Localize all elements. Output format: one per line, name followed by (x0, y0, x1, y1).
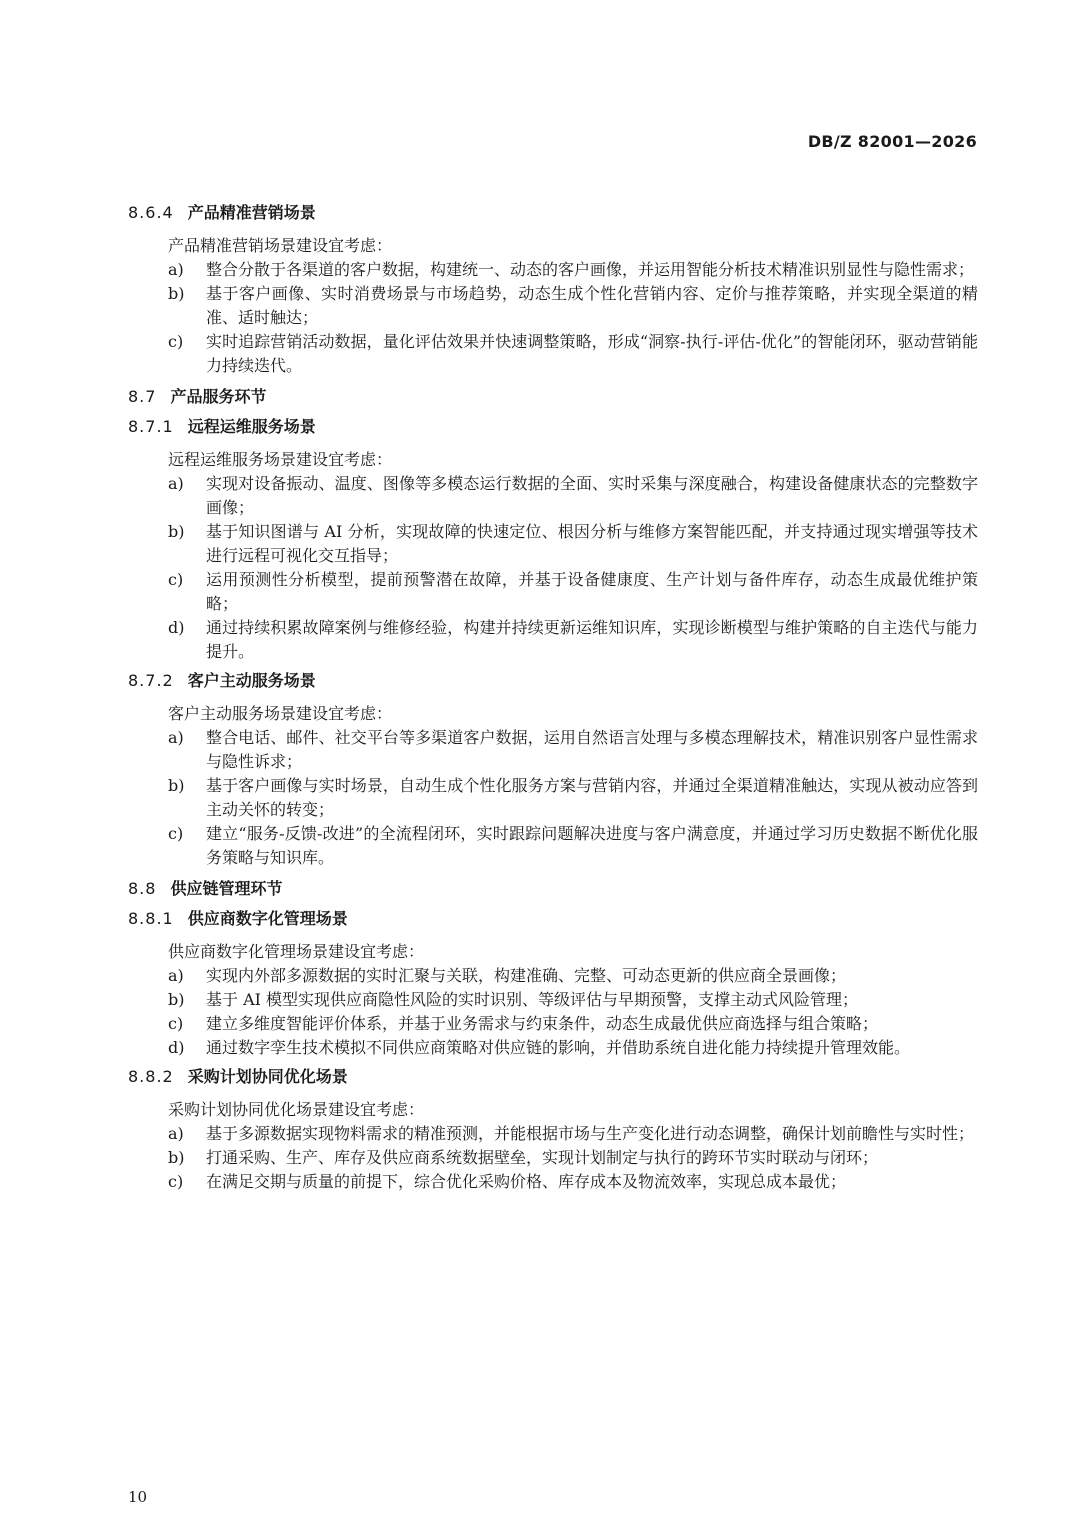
item-list (128, 964, 978, 1060)
list-item-text: 实时追踪营销活动数据，量化评估效果并快速调整策略，形成“洞察-执行-评估-优化”的智能闭环，驱动营销能力持续迭代。 (206, 332, 978, 375)
section-8-8-2 (128, 1064, 978, 1194)
section-heading (128, 876, 978, 902)
section-number: 8.7.1 (128, 417, 174, 436)
list-item (128, 330, 978, 378)
list-item (128, 258, 978, 282)
item-list (128, 726, 978, 870)
list-item (128, 616, 978, 664)
list-item (128, 1036, 978, 1060)
list-item (128, 472, 978, 520)
section-8-7 (128, 384, 978, 410)
item-list (128, 258, 978, 378)
section-intro: 采购计划协同优化场景建设宜考虑： (168, 1100, 425, 1119)
list-item-marker: a) (168, 966, 184, 985)
list-item-text: 整合电话、邮件、社交平台等多渠道客户数据，运用自然语言处理与多模态理解技术，精准识别客户显性需求与隐性诉求； (206, 728, 978, 771)
section-intro: 客户主动服务场景建设宜考虑： (168, 704, 393, 723)
section-number: 8.8 (128, 879, 157, 898)
list-item-text: 基于多源数据实现物料需求的精准预测，并能根据市场与生产变化进行动态调整，确保计划前瞻性与实时性； (206, 1124, 975, 1143)
section-8-8-1 (128, 906, 978, 1060)
section-title: 采购计划协同优化场景 (187, 1067, 348, 1086)
section-title: 供应商数字化管理场景 (187, 909, 348, 928)
list-item (128, 1012, 978, 1036)
list-item-text: 实现内外部多源数据的实时汇聚与关联，构建准确、完整、可动态更新的供应商全景画像； (206, 966, 847, 985)
section-title: 产品服务环节 (170, 387, 267, 406)
list-item-marker: c) (168, 332, 184, 351)
page-number: 10 (128, 1488, 148, 1506)
list-item-marker: c) (168, 570, 184, 589)
list-item (128, 282, 978, 330)
section-number: 8.7.2 (128, 671, 174, 690)
list-item-marker: c) (168, 1014, 184, 1033)
list-item-marker: a) (168, 260, 184, 279)
list-item (128, 822, 978, 870)
section-heading (128, 384, 978, 410)
list-item-marker: b) (168, 990, 185, 1009)
item-list (128, 472, 978, 664)
list-item-text: 基于知识图谱与 AI 分析，实现故障的快速定位、根因分析与维修方案智能匹配，并支持通过现实增强等技术进行远程可视化交互指导； (206, 522, 978, 565)
list-item-marker: d) (168, 1038, 185, 1057)
list-item (128, 1146, 978, 1170)
list-item-text: 在满足交期与质量的前提下，综合优化采购价格、库存成本及物流效率，实现总成本最优； (206, 1172, 847, 1191)
list-item (128, 774, 978, 822)
list-item-text: 运用预测性分析模型，提前预警潜在故障，并基于设备健康度、生产计划与备件库存，动态生成最优维护策略； (206, 570, 978, 613)
list-item-marker: a) (168, 728, 184, 747)
section-number: 8.8.2 (128, 1067, 174, 1086)
list-item-text: 建立多维度智能评价体系，并基于业务需求与约束条件，动态生成最优供应商选择与组合策略； (206, 1014, 879, 1033)
list-item (128, 988, 978, 1012)
list-item-text: 通过持续积累故障案例与维修经验，构建并持续更新运维知识库，实现诊断模型与维护策略的自主迭代与能力提升。 (206, 618, 978, 661)
list-item-text: 打通采购、生产、库存及供应商系统数据壁垒，实现计划制定与执行的跨环节实时联动与闭环； (206, 1148, 879, 1167)
section-number: 8.6.4 (128, 203, 174, 222)
section-heading (128, 668, 978, 694)
document-code: DB/Z 82001—2026 (807, 132, 977, 151)
document-body (128, 199, 978, 1198)
list-item-marker: d) (168, 618, 185, 637)
list-item-text: 基于 AI 模型实现供应商隐性风险的实时识别、等级评估与早期预警，支撑主动式风险管理； (206, 990, 859, 1009)
section-heading (128, 1064, 978, 1090)
list-item-marker: b) (168, 284, 185, 303)
list-item-marker: b) (168, 522, 185, 541)
section-8-7-2 (128, 668, 978, 870)
list-item (128, 964, 978, 988)
list-item (128, 1170, 978, 1194)
section-heading (128, 414, 978, 440)
list-item-text: 基于客户画像、实时消费场景与市场趋势，动态生成个性化营销内容、定价与推荐策略，并实现全渠道的精准、适时触达； (206, 284, 978, 327)
section-title: 产品精准营销场景 (187, 203, 316, 222)
section-8-7-1 (128, 414, 978, 664)
section-intro: 产品精准营销场景建设宜考虑： (168, 236, 393, 255)
section-8-8 (128, 876, 978, 902)
list-item-text: 通过数字孪生技术模拟不同供应商策略对供应链的影响，并借助系统自进化能力持续提升管理效能。 (206, 1038, 911, 1057)
section-heading (128, 906, 978, 932)
list-item (128, 1122, 978, 1146)
section-title: 远程运维服务场景 (187, 417, 316, 436)
list-item-marker: c) (168, 1172, 184, 1191)
list-item-text: 实现对设备振动、温度、图像等多模态运行数据的全面、实时采集与深度融合，构建设备健康状态的完整数字画像； (206, 474, 978, 517)
list-item-marker: b) (168, 1148, 185, 1167)
section-title: 供应链管理环节 (170, 879, 283, 898)
list-item-marker: c) (168, 824, 184, 843)
list-item-marker: a) (168, 474, 184, 493)
list-item (128, 568, 978, 616)
item-list (128, 1122, 978, 1194)
list-item-text: 基于客户画像与实时场景，自动生成个性化服务方案与营销内容，并通过全渠道精准触达，实现从被动应答到主动关怀的转变； (206, 776, 978, 819)
section-intro: 远程运维服务场景建设宜考虑： (168, 450, 393, 469)
section-intro: 供应商数字化管理场景建设宜考虑： (168, 942, 425, 961)
list-item (128, 726, 978, 774)
list-item-marker: a) (168, 1124, 184, 1143)
section-number: 8.7 (128, 387, 157, 406)
section-number: 8.8.1 (128, 909, 174, 928)
section-8-6-4 (128, 200, 978, 378)
section-title: 客户主动服务场景 (187, 671, 316, 690)
list-item (128, 520, 978, 568)
section-heading (128, 200, 978, 226)
list-item-marker: b) (168, 776, 185, 795)
list-item-text: 整合分散于各渠道的客户数据，构建统一、动态的客户画像，并运用智能分析技术精准识别显性与隐性需求； (206, 260, 975, 279)
list-item-text: 建立“服务-反馈-改进”的全流程闭环，实时跟踪问题解决进度与客户满意度，并通过学习历史数据不断优化服务策略与知识库。 (206, 824, 978, 867)
